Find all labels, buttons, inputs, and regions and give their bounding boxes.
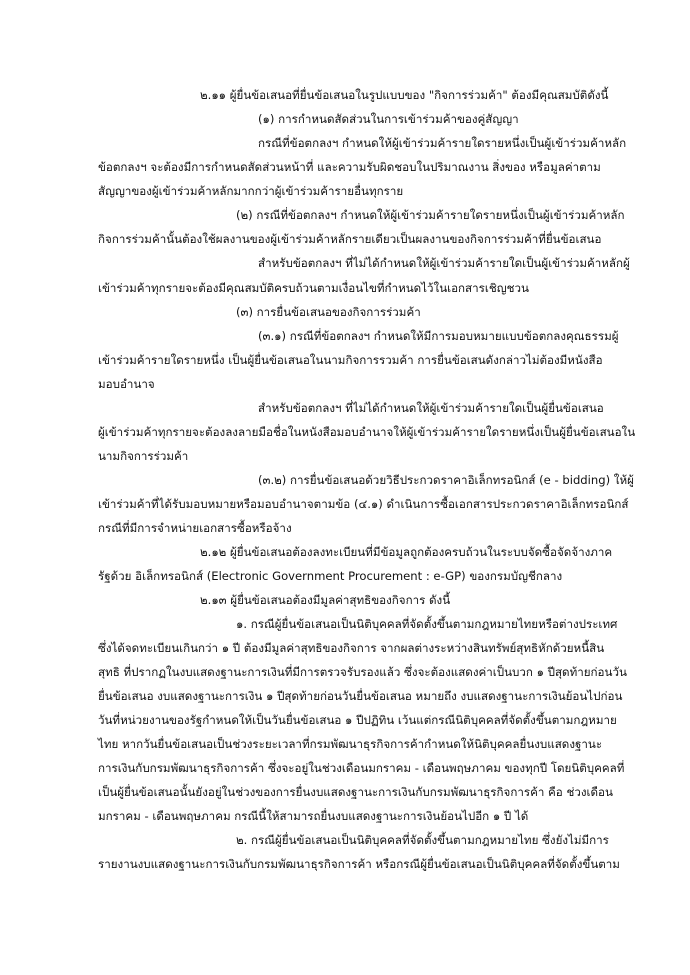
paragraph-line: เข้าร่วมค้าที่ได้รับมอบหมายหรือมอบอำนาจตามข้อ (๔.๑) ดำเนินการซื้อเอกสารประกวดราคาอิเล็กทรอนิกส์ [98, 497, 629, 511]
item-1-heading: ๑. กรณีผู้ยื่นข้อเสนอเป็นนิติบุคคลที่จัดตั้งขึ้นตามกฎหมายไทยหรือต่างประเทศ [236, 617, 618, 631]
subclause-3-heading: (๓) การยื่นข้อเสนอของกิจการร่วมค้า [236, 305, 421, 319]
paragraph-line: เข้าร่วมค้าทุกรายจะต้องมีคุณสมบัติครบถ้วนตามเงื่อนไขที่กำหนดไว้ในเอกสารเชิญชวน [98, 281, 529, 295]
paragraph-line: ซึ่งได้จดทะเบียนเกินกว่า ๑ ปี ต้องมีมูลค่าสุทธิของกิจการ จากผลต่างระหว่างสินทรัพย์สุทธิหักด้วยหนี้สิน [98, 641, 605, 655]
item-2-heading: ๒. กรณีผู้ยื่นข้อเสนอเป็นนิติบุคคลที่จัดตั้งขึ้นตามกฎหมายไทย ซึ่งยังไม่มีการ [236, 833, 609, 847]
paragraph-line: วันที่หน่วยงานของรัฐกำหนดให้เป็นวันยื่นข้อเสนอ ๑ ปีปฏิทิน เว้นแต่กรณีนิติบุคคลที่จัดตั้งขึ้นตามกฎหมาย [98, 713, 617, 727]
paragraph-line: ผู้เข้าร่วมค้าทุกรายจะต้องลงลายมือชื่อในหนังสือมอบอำนาจให้ผู้เข้าร่วมค้ารายใดรายหนึ่งเป็นผู้ยื่นข้อเสนอใน [98, 425, 636, 439]
clause-2-12-heading: ๒.๑๒ ผู้ยื่นข้อเสนอต้องลงทะเบียนที่มีข้อมูลถูกต้องครบถ้วนในระบบจัดซื้อจัดจ้างภาค [200, 545, 613, 559]
paragraph-line: สำหรับข้อตกลงฯ ที่ไม่ได้กำหนดให้ผู้เข้าร่วมค้ารายใดเป็นผู้เข้าร่วมค้าหลักผู้ [258, 256, 630, 270]
paragraph-line: เข้าร่วมค้ารายใดรายหนึ่ง เป็นผู้ยื่นข้อเสนอในนามกิจการรวมค้า การยื่นข้อเสนดังกล่าวไม่ต้องมีหนังสือ [98, 353, 603, 367]
paragraph-line: ข้อตกลงฯ จะต้องมีการกำหนดสัดส่วนหน้าที่ และความรับผิดชอบในปริมาณงาน สิ่งของ หรือมูลค่าตาม [98, 160, 601, 174]
subclause-3-1-heading: (๓.๑) กรณีที่ข้อตกลงฯ กำหนดให้มีการมอบหมายแบบข้อตกลงคุณธรรมผู้ [258, 329, 619, 343]
clause-2-13-heading: ๒.๑๓ ผู้ยื่นข้อเสนอต้องมีมูลค่าสุทธิของกิจการ ดังนี้ [200, 593, 451, 607]
paragraph-line: สำหรับข้อตกลงฯ ที่ไม่ได้กำหนดให้ผู้เข้าร่วมค้ารายใดเป็นผู้ยื่นข้อเสนอ [258, 401, 604, 415]
paragraph-line: เป็นผู้ยื่นข้อเสนอนั้นยังอยู่ในช่วงของการยื่นงบแสดงฐานะการเงินกับกรมพัฒนาธุรกิจการค้า คือ ช่วงเดือน [98, 785, 613, 799]
paragraph-line: สุทธิ ที่ปรากฏในงบแสดงฐานะการเงินที่มีการตรวจรับรองแล้ว ซึ่งจะต้องแสดงค่าเป็นบวก ๑ ปีสุดท้ายก่อนวัน [98, 665, 627, 679]
paragraph-line: มอบอำนาจ [98, 377, 155, 391]
subclause-3-2-heading: (๓.๒) การยื่นข้อเสนอด้วยวิธีประกวดราคาอิเล็กทรอนิกส์ (e - bidding) ให้ผู้ [258, 473, 634, 487]
paragraph-line: ไทย หากวันยื่นข้อเสนอเป็นช่วงระยะเวลาที่กรมพัฒนาธุรกิจการค้ากำหนดให้นิติบุคคลยื่นงบแสดงฐานะ [98, 737, 603, 751]
paragraph-line: การเงินกับกรมพัฒนาธุรกิจการค้า ซึ่งจะอยู่ในช่วงเดือนมกราคม - เดือนพฤษภาคม ของทุกปี โดยนิติบุคคลที่ [98, 761, 625, 775]
subclause-2-heading: (๒) กรณีที่ข้อตกลงฯ กำหนดให้ผู้เข้าร่วมค้ารายใดรายหนึ่งเป็นผู้เข้าร่วมค้าหลัก [236, 208, 625, 222]
paragraph-line: รายงานงบแสดงฐานะการเงินกับกรมพัฒนาธุรกิจการค้า หรือกรณีผู้ยื่นข้อเสนอเป็นนิติบุคคลที่จัดตั้งขึ้นตาม [98, 857, 620, 871]
paragraph-line: นามกิจการร่วมค้า [98, 449, 189, 463]
paragraph-line: สัญญาของผู้เข้าร่วมค้าหลักมากกว่าผู้เข้าร่วมค้ารายอื่นทุกราย [98, 184, 404, 198]
paragraph-line: รัฐด้วย อิเล็กทรอนิกส์ (Electronic Government Procurement : e-GP) ของกรมบัญชีกลาง [98, 569, 563, 583]
paragraph-line: กรณีที่มีการจำหน่ายเอกสารซื้อหรือจ้าง [98, 521, 292, 535]
subclause-1-heading: (๑) การกำหนดสัดส่วนในการเข้าร่วมค้าของคู่สัญญา [258, 112, 519, 126]
paragraph-line: กรณีที่ข้อตกลงฯ กำหนดให้ผู้เข้าร่วมค้ารายใดรายหนึ่งเป็นผู้เข้าร่วมค้าหลัก [258, 136, 627, 150]
clause-2-11-heading: ๒.๑๑ ผู้ยื่นข้อเสนอที่ยื่นข้อเสนอในรูปแบบของ "กิจการร่วมค้า" ต้องมีคุณสมบัติดังนี้ [200, 88, 609, 102]
paragraph-line: กิจการร่วมค้านั้นต้องใช้ผลงานของผู้เข้าร่วมค้าหลักรายเดียวเป็นผลงานของกิจการร่วมค้าที่ยื่นข้อเสนอ [98, 232, 602, 246]
paragraph-line: ยื่นข้อเสนอ งบแสดงฐานะการเงิน ๑ ปีสุดท้ายก่อนวันยื่นข้อเสนอ หมายถึง งบแสดงฐานะการเงินย้อนไปก่อน [98, 689, 623, 703]
paragraph-line: มกราคม - เดือนพฤษภาคม กรณีนี้ให้สามารถยื่นงบแสดงฐานะการเงินย้อนไปอีก ๑ ปี ได้ [98, 809, 529, 823]
